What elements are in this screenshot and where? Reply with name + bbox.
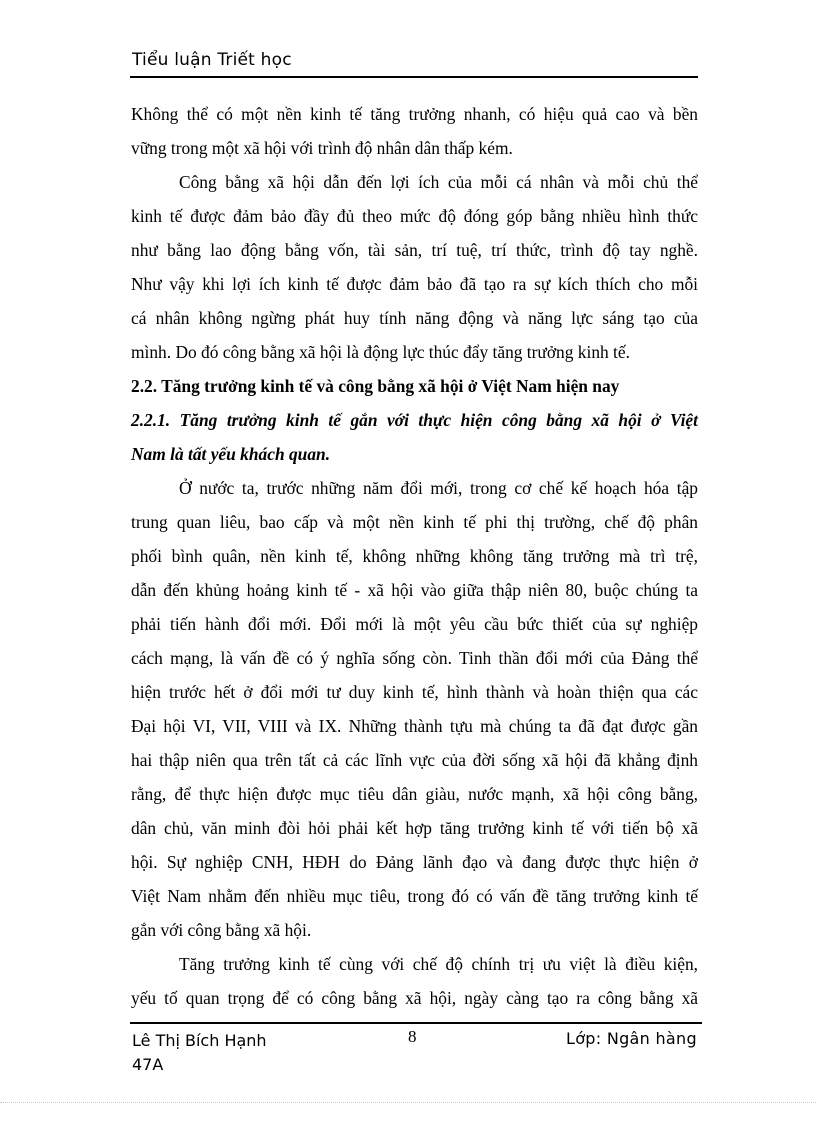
paragraph-line: Việt Nam nhằm đến nhiều mục tiêu, trong đó có vấn đề tăng trưởng kinh tế	[131, 886, 698, 906]
paragraph-line: yếu tố quan trọng để có công bằng xã hội, ngày càng tạo ra công bằng xã	[131, 988, 698, 1008]
paragraph-line: vững trong một xã hội với trình độ nhân dân thấp kém.	[131, 138, 513, 158]
subsection-heading-line: 2.2.1. Tăng trưởng kinh tế gắn với thực hiện công bằng xã hội ở Việt	[131, 410, 698, 430]
paragraph-line: gắn với công bằng xã hội.	[131, 920, 312, 940]
page-bottom-border	[0, 1102, 816, 1103]
paragraph-line: Đại hội VI, VII, VIII và IX. Những thành tựu mà chúng ta đã đạt được gần	[131, 716, 698, 736]
footer-author	[132, 1029, 292, 1077]
header-divider	[130, 76, 698, 78]
paragraph-line: dẫn đến khủng hoảng kinh tế - xã hội vào giữa thập niên 80, buộc chúng ta	[131, 580, 698, 600]
paragraph-line: phối bình quân, nền kinh tế, không những không tăng trưởng mà trì trệ,	[131, 546, 698, 566]
paragraph-line: Như vậy khi lợi ích kinh tế được đảm bảo đã tạo ra sự kích thích cho mỗi	[131, 274, 698, 294]
paragraph-line: hiện trước hết ở đổi mới tư duy kinh tế, hình thành và hoàn thiện qua các	[131, 682, 698, 702]
footer-author-class-code: 47A	[132, 1055, 164, 1074]
paragraph-line: Công bằng xã hội dẫn đến lợi ích của mỗi cá nhân và mỗi chủ thể	[179, 172, 698, 192]
paragraph-line: Không thể có một nền kinh tế tăng trưởng nhanh, có hiệu quả cao và bền	[131, 104, 698, 124]
paragraph-line: hội. Sự nghiệp CNH, HĐH do Đảng lãnh đạo và đang được thực hiện ở	[131, 852, 698, 872]
footer-divider	[130, 1022, 702, 1024]
subsection-heading-line: Nam là tất yếu khách quan.	[131, 444, 331, 464]
page-number: 8	[408, 1027, 417, 1046]
paragraph-line: dân chủ, văn minh đòi hỏi phải kết hợp tăng trưởng kinh tế với tiến bộ xã	[131, 818, 698, 838]
paragraph-line: như bằng lao động bằng vốn, tài sản, trí tuệ, trí thức, trình độ tay nghề.	[131, 240, 698, 260]
body-text	[131, 97, 698, 1015]
paragraph-line: Tăng trưởng kinh tế cùng với chế độ chính trị ưu việt là điều kiện,	[179, 954, 698, 974]
paragraph-line: cá nhân không ngừng phát huy tính năng động và năng lực sáng tạo của	[131, 308, 698, 328]
paragraph-line: cách mạng, là vấn đề có ý nghĩa sống còn. Tinh thần đổi mới của Đảng thể	[131, 648, 698, 668]
section-heading: 2.2. Tăng trưởng kinh tế và công bằng xã hội ở Việt Nam hiện nay	[131, 376, 620, 396]
paragraph-line: mình. Do đó công bằng xã hội là động lực thúc đẩy tăng trưởng kinh tế.	[131, 342, 630, 362]
header-title: Tiểu luận Triết học	[132, 50, 292, 70]
paragraph-line: phải tiến hành đổi mới. Đổi mới là một yêu cầu bức thiết của sự nghiệp	[131, 614, 698, 634]
paragraph-line: hai thập niên qua trên tất cả các lĩnh vực của đời sống xã hội đã khẳng định	[131, 750, 698, 770]
paragraph-line: Ở nước ta, trước những năm đổi mới, trong cơ chế kế hoạch hóa tập	[179, 478, 698, 498]
paragraph-line: trung quan liêu, bao cấp và một nền kinh tế phi thị trường, chế độ phân	[131, 512, 698, 532]
paragraph-line: rằng, để thực hiện được mục tiêu dân giàu, nước mạnh, xã hội công bằng,	[131, 784, 698, 804]
footer-author-name: Lê Thị Bích Hạnh	[132, 1031, 267, 1050]
paragraph-line: kinh tế được đảm bảo đầy đủ theo mức độ đóng góp bằng nhiều hình thức	[131, 206, 698, 226]
footer-class-label: Lớp: Ngân hàng	[566, 1029, 697, 1048]
